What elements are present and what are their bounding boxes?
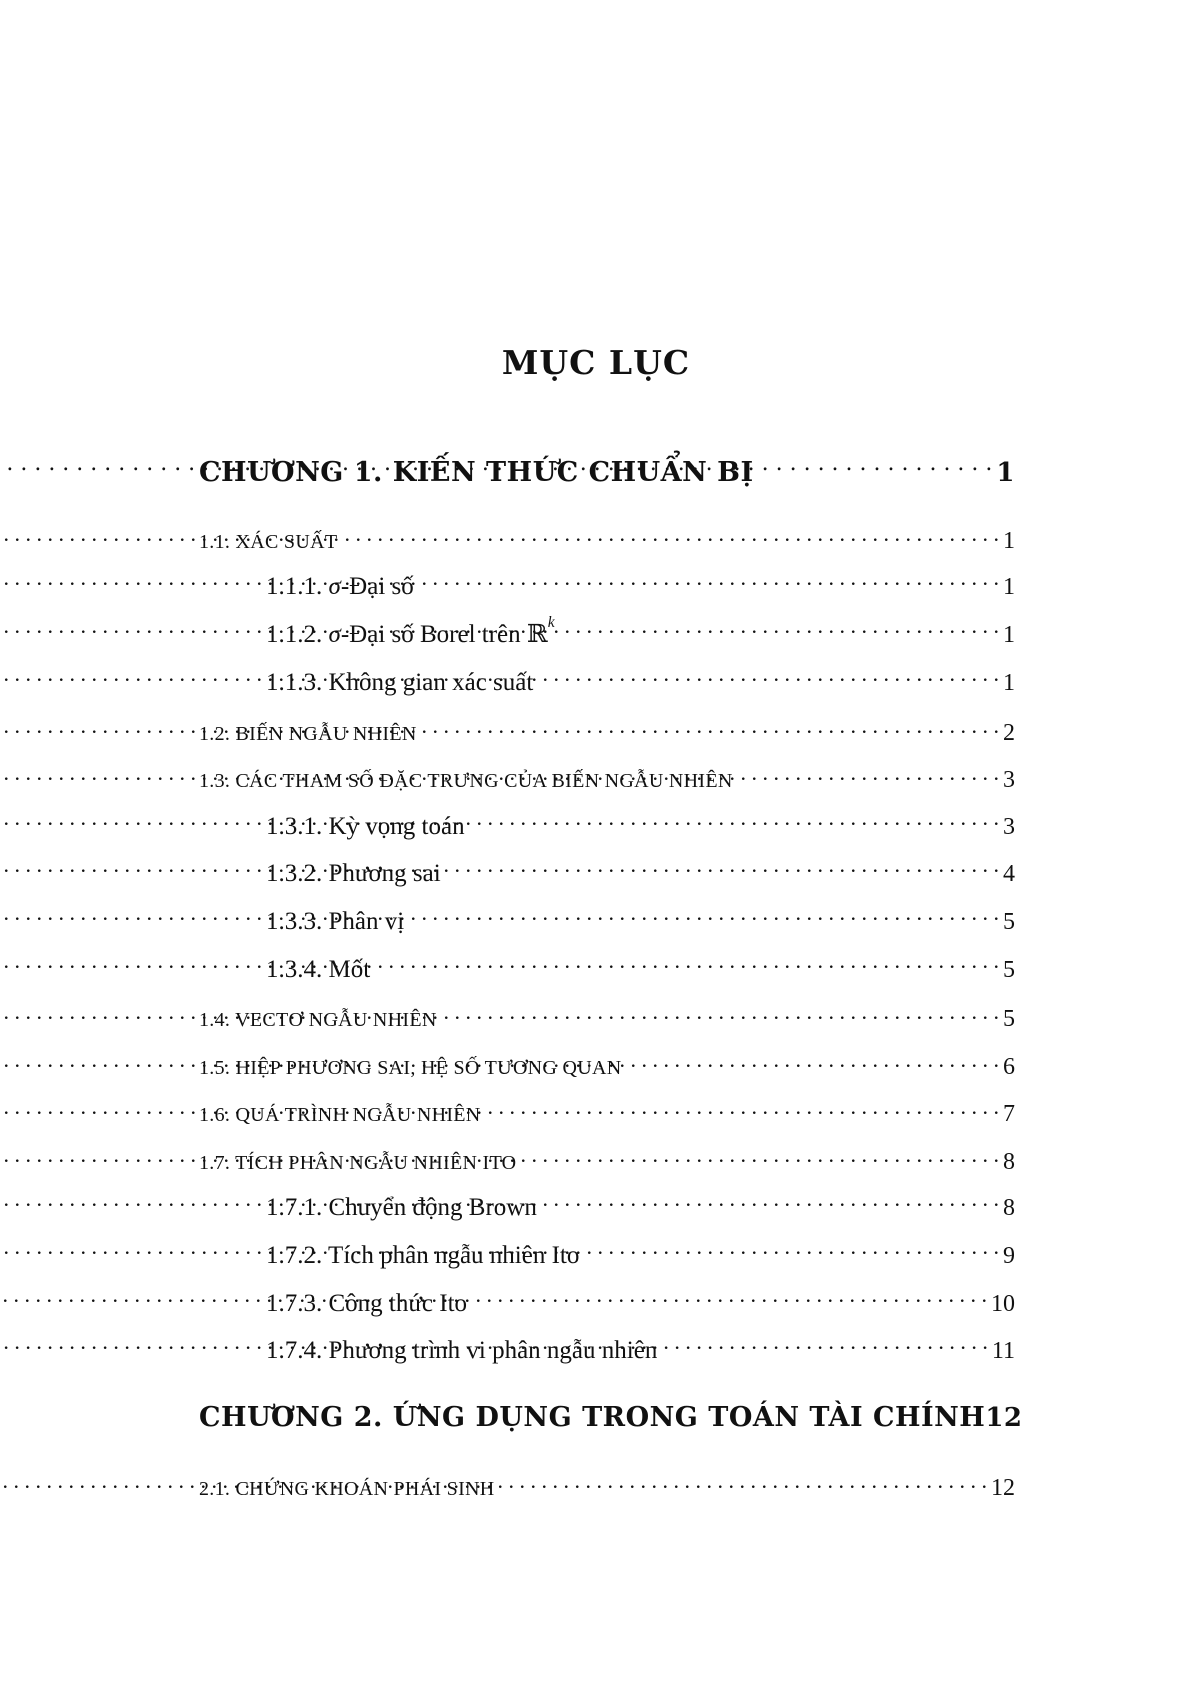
toc-section-1-3[interactable]	[199, 765, 1015, 793]
leader-dots	[545, 1193, 999, 1215]
toc-label: 1.3.4. Mốt	[266, 956, 371, 983]
toc-text: -Đại số Borel trên ℝ	[340, 621, 548, 648]
toc-chapter-2[interactable]	[199, 1401, 1023, 1435]
toc-subsection-1-1-1[interactable]	[266, 571, 1015, 603]
leader-dots	[563, 620, 999, 642]
toc-label: 1.3.1. Kỳ vọng toán	[266, 813, 465, 840]
toc-label: 1.1.3. Không gian xác suất	[266, 669, 534, 696]
toc-page-number: 4	[1003, 861, 1015, 887]
toc-subsection-1-7-2[interactable]	[266, 1240, 1015, 1272]
toc-label: 1.7.3. Công thức Ito	[266, 1290, 468, 1317]
toc-label: 1.7.4. Phương trình vi phân ngẫu nhiên	[266, 1337, 658, 1364]
leader-dots	[541, 668, 999, 690]
leader-dots	[412, 907, 999, 929]
superscript-k: k	[547, 614, 555, 632]
leader-dots	[378, 955, 999, 977]
toc-label: 1.3.3. Phân vị	[266, 908, 405, 935]
toc-section-1-6[interactable]	[199, 1099, 1015, 1127]
toc-page-number: 12	[991, 1475, 1015, 1501]
toc-label: CHƯƠNG 2. ỨNG DỤNG TRONG TOÁN TÀI CHÍNH	[199, 1402, 986, 1433]
toc-page-number: 8	[1003, 1149, 1015, 1175]
toc-section-1-7[interactable]	[199, 1147, 1015, 1175]
toc-section-2-1[interactable]	[199, 1473, 1015, 1501]
toc-label: 1.6. QUÁ TRÌNH NGẪU NHIÊN	[199, 1104, 481, 1126]
leader-dots	[489, 1099, 999, 1121]
leader-dots	[422, 572, 999, 594]
leader-dots	[425, 718, 999, 740]
toc-page-number: 6	[1003, 1054, 1015, 1080]
toc-page-number: 12	[985, 1403, 1023, 1433]
toc-page-number: 3	[1003, 814, 1015, 840]
leader-dots	[524, 1147, 999, 1169]
toc-section-1-4[interactable]	[199, 1004, 1015, 1032]
toc-label: 1.7.2. Tích phân ngẫu nhiên Ito	[266, 1242, 580, 1269]
toc-page-number: 5	[1003, 909, 1015, 935]
page-title: MỤC LỤC	[501, 343, 691, 382]
leader-dots	[741, 765, 999, 787]
toc-page-number: 11	[991, 1338, 1015, 1364]
toc-page-number: 7	[1003, 1101, 1015, 1127]
toc-page-number: 1	[1003, 622, 1015, 648]
toc-subsection-1-3-2[interactable]	[266, 858, 1015, 890]
toc-label: 1.2. BIẾN NGẪU NHIÊN	[199, 723, 417, 745]
toc-page-number: 1	[996, 458, 1015, 488]
toc-page-number: 5	[1003, 957, 1015, 983]
toc-subsection-1-1-2[interactable]	[266, 614, 1015, 651]
toc-section-1-2[interactable]	[199, 718, 1015, 746]
toc-subsection-1-7-1[interactable]	[266, 1192, 1015, 1224]
toc-label: 1.7.1. Chuyển động Brown	[266, 1194, 537, 1221]
leader-dots	[762, 459, 993, 481]
toc-subsection-1-1-3[interactable]	[266, 667, 1015, 699]
toc-label: 1.3. CÁC THAM SỐ ĐẶC TRƯNG CỦA BIẾN NGẪU NHIÊN	[199, 770, 733, 792]
toc-section-1-1[interactable]	[199, 526, 1015, 554]
toc-page-number: 10	[991, 1291, 1015, 1317]
toc-subsection-1-7-3[interactable]	[266, 1288, 1015, 1320]
sigma-symbol: σ	[328, 573, 341, 600]
toc-subsection-1-7-4[interactable]	[266, 1335, 1015, 1367]
toc-page-number: 8	[1003, 1195, 1015, 1221]
toc-page-number: 5	[1003, 1006, 1015, 1032]
leader-dots	[665, 1336, 988, 1358]
leader-dots	[629, 1052, 999, 1074]
toc-chapter-1[interactable]	[199, 456, 1015, 490]
toc-label: 1.5. HIỆP PHƯƠNG SAI, HỆ SỐ TƯƠNG QUAN	[199, 1057, 622, 1079]
toc-section-1-5[interactable]	[199, 1052, 1015, 1080]
toc-number: 1.1.2.	[266, 621, 323, 648]
toc-page-number: 1	[1003, 528, 1015, 554]
leader-dots	[475, 1289, 987, 1311]
toc-subsection-1-3-1[interactable]	[266, 811, 1015, 843]
toc-page-number: 2	[1003, 720, 1015, 746]
toc-subsection-1-3-4[interactable]	[266, 954, 1015, 986]
leader-dots	[345, 526, 999, 548]
toc-label: 1.7. TÍCH PHÂN NGẪU NHIÊN ITO	[199, 1152, 517, 1174]
leader-dots	[587, 1241, 999, 1263]
toc-page-number: 1	[1003, 670, 1015, 696]
toc-subsection-1-3-3[interactable]	[266, 906, 1015, 938]
toc-page-number: 3	[1003, 767, 1015, 793]
toc-text: -Đại số	[340, 573, 414, 600]
toc-page-number: 9	[1003, 1243, 1015, 1269]
toc-label: 1.1. XÁC SUẤT	[199, 531, 338, 553]
leader-dots	[445, 1004, 999, 1026]
sigma-symbol: σ	[328, 621, 341, 648]
toc-label: 1.4. VECTƠ NGẪU NHIÊN	[199, 1009, 437, 1031]
toc-page-number: 1	[1003, 574, 1015, 600]
toc-number: 1.1.1.	[266, 573, 323, 600]
toc-label: 1.3.2. Phương sai	[266, 860, 441, 887]
leader-dots	[473, 812, 999, 834]
leader-dots	[503, 1473, 987, 1495]
leader-dots	[449, 859, 999, 881]
toc-label: CHƯƠNG 1. KIẾN THỨC CHUẨN BỊ	[199, 457, 754, 488]
toc-label: 2.1. CHỨNG KHOÁN PHÁI SINH	[199, 1478, 495, 1500]
